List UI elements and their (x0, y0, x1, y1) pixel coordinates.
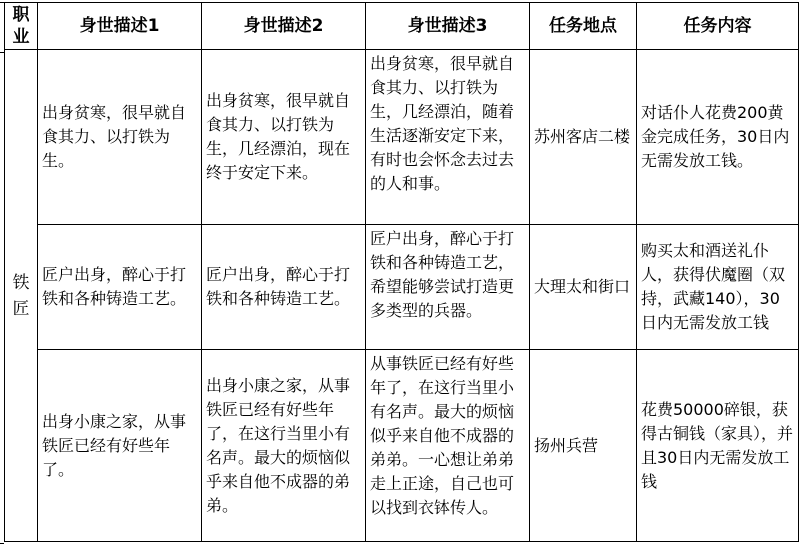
header-background-1: 身世描述1 (38, 3, 202, 50)
header-background-2: 身世描述2 (202, 3, 366, 50)
quest-table (4, 2, 799, 542)
background-2-cell: 出身贫寒，很早就自食其力、以打铁为生，几经漂泊，现在终于安定下来。 (202, 50, 366, 225)
background-1-cell: 出身贫寒，很早就自食其力、以打铁为生。 (38, 50, 202, 225)
task-content-cell: 对话仆人花费200黄金完成任务，30日内无需发放工钱。 (637, 50, 799, 225)
background-1-cell: 匠户出身，醉心于打铁和各种铸造工艺。 (38, 225, 202, 350)
header-occupation: 职业 (5, 3, 38, 50)
background-2-cell: 出身小康之家，从事铁匠已经有好些年了，在这行当里小有名声。最大的烦恼似乎来自他不成器的弟弟。 (202, 350, 366, 542)
background-3-cell: 从事铁匠已经有好些年了，在这行当里小有名声。最大的烦恼似乎来自他不成器的弟弟。一心想让弟弟走上正途，自己也可以找到衣钵传人。 (366, 350, 530, 542)
location-cell: 苏州客店二楼 (530, 50, 637, 225)
task-content-cell: 购买太和酒送礼仆人，获得伏魔圈（双持，武藏140），30日内无需发放工钱 (637, 225, 799, 350)
table-row (5, 225, 799, 350)
location-cell: 大理太和街口 (530, 225, 637, 350)
location-cell: 扬州兵营 (530, 350, 637, 542)
background-3-cell: 匠户出身，醉心于打铁和各种铸造工艺，希望能够尝试打造更多类型的兵器。 (366, 225, 530, 350)
header-task-content: 任务内容 (637, 3, 799, 50)
header-row (5, 3, 799, 50)
table-row (5, 350, 799, 542)
task-content-cell: 花费50000碎银，获得古铜钱（家具），并且30日内无需发放工钱 (637, 350, 799, 542)
table-row (5, 50, 799, 225)
occupation-cell: 铁匠 (5, 50, 38, 542)
background-3-cell: 出身贫寒，很早就自食其力、以打铁为生，几经漂泊，随着生活逐渐安定下来，有时也会怀念去过去的人和事。 (366, 50, 530, 225)
header-location: 任务地点 (530, 3, 637, 50)
background-2-cell: 匠户出身，醉心于打铁和各种铸造工艺。 (202, 225, 366, 350)
row-edge-mark (0, 543, 4, 544)
header-background-3: 身世描述3 (366, 3, 530, 50)
background-1-cell: 出身小康之家，从事铁匠已经有好些年了。 (38, 350, 202, 542)
